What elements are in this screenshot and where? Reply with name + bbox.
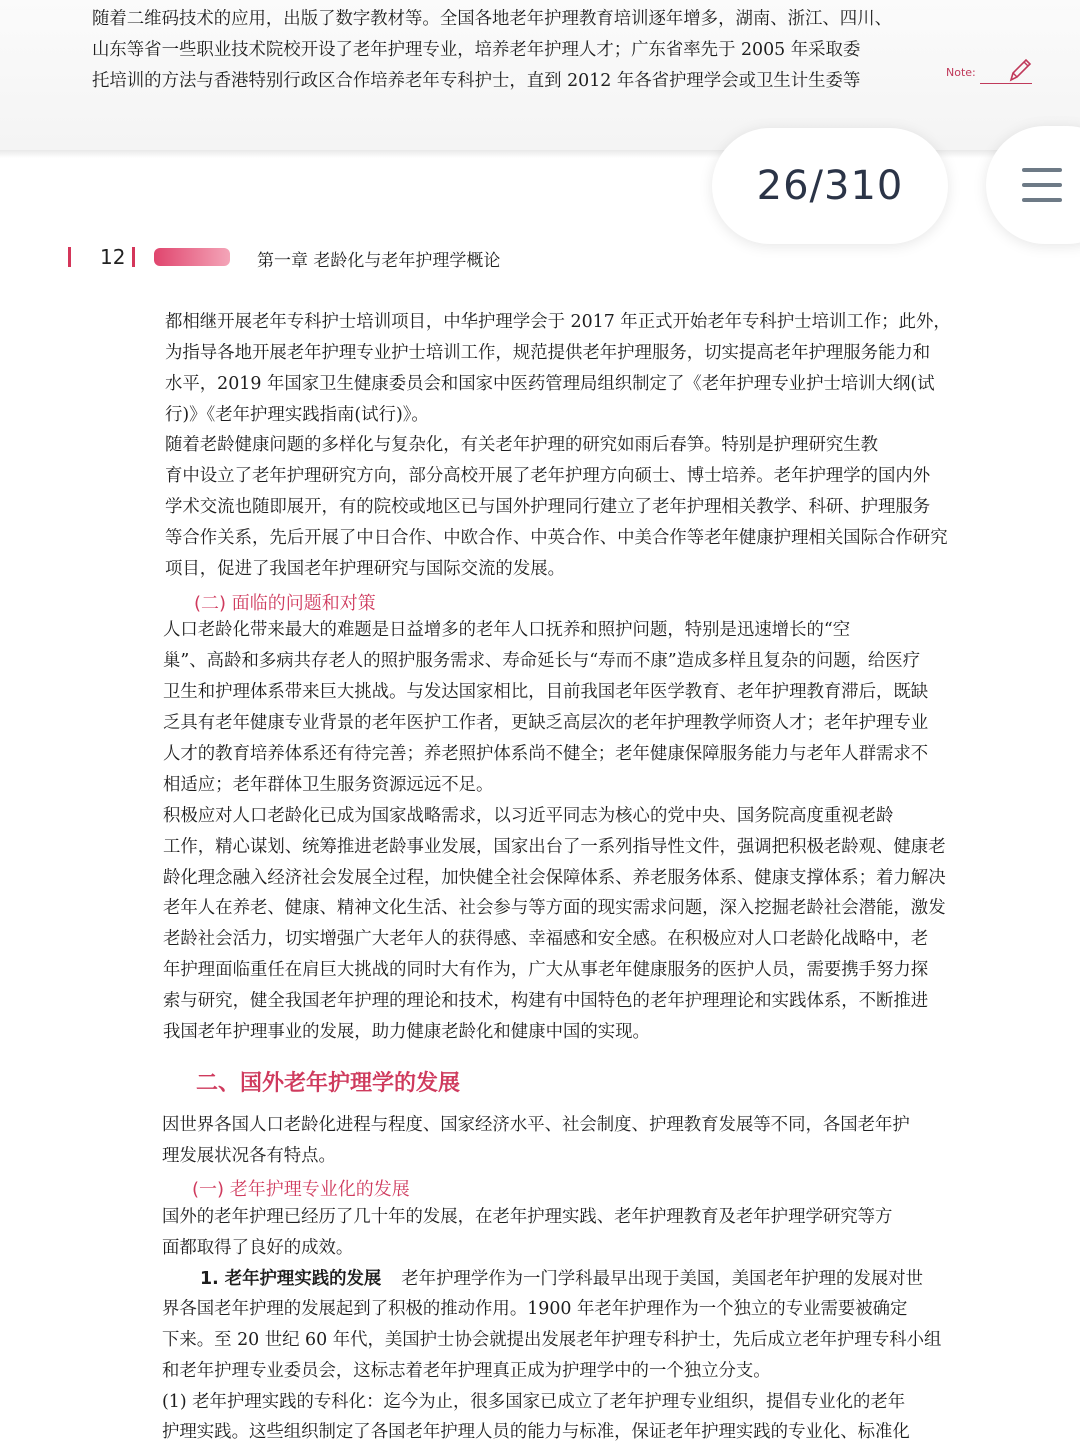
text-line: 随着二维码技术的应用，出版了数字教材等。全国各地老年护理教育培训逐年增多，湖南、浙江、四川、 bbox=[92, 9, 892, 29]
text-line: 国外的老年护理已经历了几十年的发展，在老年护理实践、老年护理教育及老年护理学研究等方 bbox=[162, 1207, 893, 1227]
text-line: 育中设立了老年护理研究方向，部分高校开展了老年护理方向硕士、博士培养。老年护理学的国内外 bbox=[165, 466, 931, 486]
text-line: 护理实践。这些组织制定了各国老年护理人员的能力与标准，保证老年护理实践的专业化、标准化 bbox=[162, 1422, 910, 1442]
text-line: 积极应对人口老龄化已成为国家战略需求，以习近平同志为核心的党中央、国务院高度重视老龄 bbox=[163, 806, 894, 826]
text-line: 项目，促进了我国老年护理研究与国际交流的发展。 bbox=[165, 559, 565, 579]
text-line: 卫生和护理体系带来巨大挑战。与发达国家相比，目前我国老年医学教育、老年护理教育滞后，既缺 bbox=[163, 682, 929, 702]
text-line: 乏具有老年健康专业背景的老年医护工作者，更缺乏高层次的老年护理教学师资人才；老年护理专业 bbox=[163, 713, 929, 733]
text-line: 龄化理念融入经济社会发展全过程，加快健全社会保障体系、养老服务体系、健康支撑体系；着力解决 bbox=[163, 868, 946, 888]
text-line: 随着老龄健康问题的多样化与复杂化，有关老年护理的研究如雨后春笋。特别是护理研究生教 bbox=[165, 435, 879, 455]
text-line: 工作，精心谋划、统筹推进老龄事业发展，国家出台了一系列指导性文件，强调把积极老龄观、健康老 bbox=[163, 837, 946, 857]
section-heading: 二、国外老年护理学的发展 bbox=[196, 1071, 461, 1096]
page-number: 12 bbox=[100, 245, 126, 269]
page-counter[interactable]: 26/310 bbox=[712, 128, 948, 244]
text-line: 巢”、高龄和多病共存老人的照护服务需求、寿命延长与“寿而不康”造成多样且复杂的问题，给医疗 bbox=[163, 651, 921, 671]
text-line: 年护理面临重任在肩巨大挑战的同时大有作为，广大从事老年健康服务的医护人员，需要携手努力探 bbox=[163, 960, 929, 980]
text-line: 索与研究，健全我国老年护理的理论和技术，构建有中国特色的老年护理理论和实践体系，不断推进 bbox=[163, 991, 929, 1011]
text-line: 相适应；老年群体卫生服务资源远远不足。 bbox=[163, 775, 494, 795]
subsection-heading: (二) 面临的问题和对策 bbox=[194, 593, 376, 614]
text-line: 和老年护理专业委员会，这标志着老年护理真正成为护理学中的一个独立分支。 bbox=[162, 1361, 771, 1381]
text-line: 人口老龄化带来最大的难题是日益增多的老年人口抚养和照护问题，特别是迅速增长的“空 bbox=[163, 620, 851, 640]
text-line: 人才的教育培养体系还有待完善；养老照护体系尚不健全；老年健康保障服务能力与老年人群需求不 bbox=[163, 744, 929, 764]
subsection-heading: (一) 老年护理专业化的发展 bbox=[192, 1179, 410, 1200]
text-line: 山东等省一些职业技术院校开设了老年护理专业，培养老年护理人才；广东省率先于 2005 年采取委 bbox=[92, 40, 861, 60]
text-line: 因世界各国人口老龄化进程与程度、国家经济水平、社会制度、护理教育发展等不同，各国老年护 bbox=[162, 1115, 910, 1135]
text-line: 学术交流也随即展开，有的院校或地区已与国外护理同行建立了老年护理相关教学、科研、护理服务 bbox=[165, 497, 931, 517]
text-line: 老龄社会活力，切实增强广大老年人的获得感、幸福感和安全感。在积极应对人口老龄化战略中，老 bbox=[163, 929, 929, 949]
text-line: 下来。至 20 世纪 60 年代，美国护士协会就提出发展老年护理专科护士，先后成立老年护理专科小组 bbox=[162, 1330, 942, 1350]
text-line: 面都取得了良好的成效。 bbox=[162, 1238, 354, 1258]
text-line bbox=[162, 1269, 923, 1289]
text-line: 水平，2019 年国家卫生健康委员会和国家中医药管理局组织制定了《老年护理专业护士培训大纲(试 bbox=[165, 374, 935, 394]
text-line: 行)》《老年护理实践指南(试行)》。 bbox=[165, 405, 429, 425]
text-line: 界各国老年护理的发展起到了积极的推动作用。1900 年老年护理作为一个独立的专业需要被确定 bbox=[162, 1299, 908, 1319]
numbered-heading: 1. 老年护理实践的发展 bbox=[200, 1269, 382, 1289]
text-run: 老年护理学作为一门学科最早出现于美国，美国老年护理的发展对世 bbox=[401, 1269, 924, 1289]
text-line: 我国老年护理事业的发展，助力健康老龄化和健康中国的实现。 bbox=[163, 1022, 650, 1042]
note-label[interactable]: Note: bbox=[946, 66, 976, 79]
text-line: 老年人在养老、健康、精神文化生活、社会参与等方面的现实需求问题，深入挖掘老龄社会潜能，激发 bbox=[163, 898, 946, 918]
text-line: 托培训的方法与香港特别行政区合作培养老年专科护士，直到 2012 年各省护理学会或卫生计生委等 bbox=[92, 71, 861, 91]
text-line: (1) 老年护理实践的专科化：迄今为止，很多国家已成立了老年护理专业组织，提倡专业化的老年 bbox=[162, 1392, 906, 1412]
text-line: 都相继开展老年专科护士培训项目，中华护理学会于 2017 年正式开始老年专科护士培训工作；此外， bbox=[165, 312, 951, 332]
text-line: 理发展状况各有特点。 bbox=[162, 1146, 336, 1166]
text-line: 为指导各地开展老年护理专业护士培训工作，规范提供老年护理服务，切实提高老年护理服务能力和 bbox=[165, 343, 931, 363]
text-line: 等合作关系，先后开展了中日合作、中欧合作、中英合作、中美合作等老年健康护理相关国际合作研究 bbox=[165, 528, 948, 548]
chapter-title: 第一章 老龄化与老年护理学概论 bbox=[257, 251, 501, 271]
